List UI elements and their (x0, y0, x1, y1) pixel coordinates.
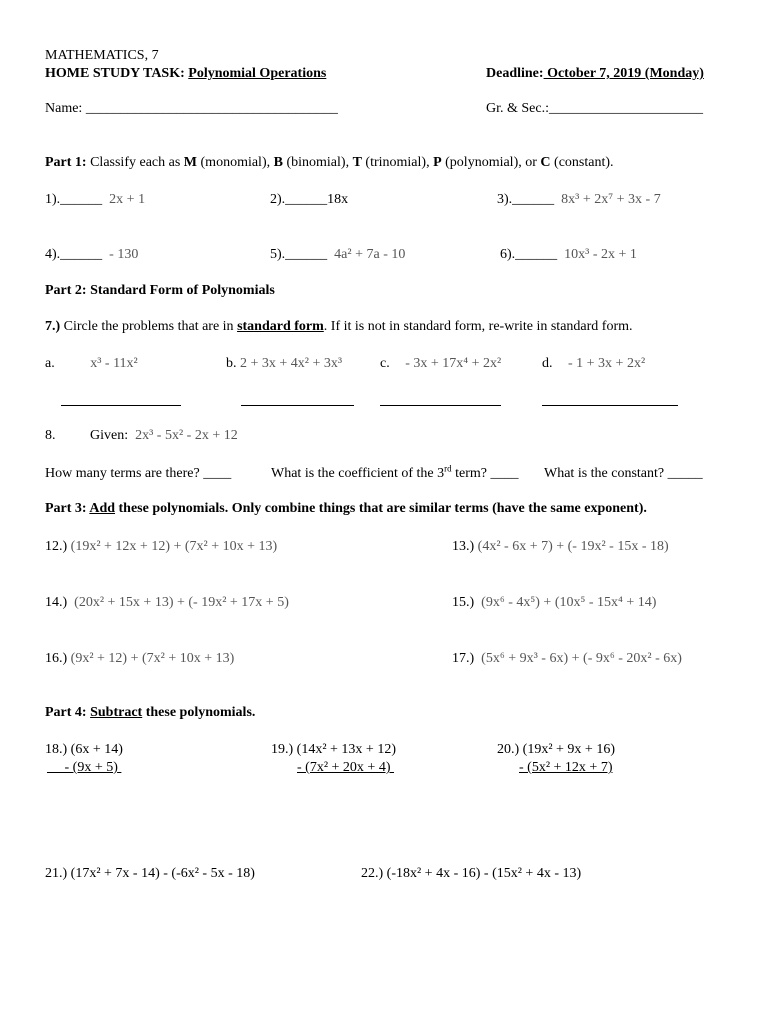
p3-item-12[interactable] (45, 539, 277, 555)
part4-title (45, 705, 255, 721)
code-b: B (273, 155, 283, 170)
q8-constant-question[interactable]: What is the constant? _____ (544, 466, 703, 481)
item-expression: 18x (327, 192, 349, 207)
part1-label: Part 1: (45, 155, 87, 170)
item-letter: c. (380, 356, 390, 371)
item-number: 4).______ (45, 247, 103, 262)
p3-item-16[interactable] (45, 651, 234, 667)
code-t: T (352, 155, 362, 170)
p1-item-5[interactable] (270, 247, 405, 263)
item-expression: (20x² + 15x + 13) + (- 19x² + 17x + 5) (74, 595, 289, 610)
q8-number: 8. (45, 428, 56, 443)
subject-title: MATHEMATICS, 7 (45, 48, 159, 63)
q7-item-d[interactable] (542, 356, 645, 372)
q7-item-c[interactable] (380, 356, 501, 372)
desc-b: (binomial), (282, 155, 353, 170)
home-study-task (45, 66, 326, 82)
item-number: 16.) (45, 651, 68, 666)
answer-line-c[interactable] (380, 405, 501, 406)
item-expression: 4a² + 7a - 10 (334, 247, 406, 262)
part3-keyword: Add (89, 501, 116, 516)
coef-text: What is the coefficient of the 3 (271, 466, 445, 481)
item-minuend: (14x² + 13x + 12) (296, 742, 396, 757)
part4-keyword: Subtract (90, 705, 143, 720)
p1-item-2[interactable] (270, 192, 348, 208)
item-expression: - 130 (109, 247, 139, 262)
desc-p: (polynomial), or (441, 155, 541, 170)
p3-item-14[interactable] (45, 595, 289, 611)
q7-text-end: . If it is not in standard form, re-write in standard form. (323, 319, 633, 334)
item-expression: (19x² + 12x + 12) + (7x² + 10x + 13) (70, 539, 278, 554)
part1-instructions (45, 155, 614, 171)
item-letter: d. (542, 356, 553, 371)
deadline-label: Deadline: (486, 66, 544, 81)
p3-item-13[interactable] (452, 539, 669, 555)
name-blank[interactable]: ____________________________________ (85, 101, 338, 116)
p4-item-19[interactable] (271, 741, 396, 777)
item-number: 6).______ (500, 247, 558, 262)
answer-line-d[interactable] (542, 405, 678, 406)
item-number: 18.) (45, 742, 68, 757)
part4-text: these polynomials. (142, 705, 256, 720)
deadline (486, 66, 704, 82)
task-label: HOME STUDY TASK: (45, 66, 185, 81)
coef-text-end: term? ____ (451, 466, 519, 481)
grade-blank[interactable]: ______________________ (549, 101, 703, 116)
item-number: 12.) (45, 539, 68, 554)
item-letter: a. (45, 356, 55, 371)
item-number: 2).______ (270, 192, 328, 207)
deadline-value: October 7, 2019 (Monday) (543, 66, 704, 81)
code-c: C (540, 155, 551, 170)
q7-keyword: standard form (237, 319, 324, 334)
p4-item-22[interactable]: 22.) (-18x² + 4x - 16) - (15x² + 4x - 13) (361, 866, 582, 881)
answer-line-b[interactable] (241, 405, 354, 406)
item-expression: (4x² - 6x + 7) + (- 19x² - 15x - 18) (477, 539, 669, 554)
grade-section-field[interactable] (486, 101, 703, 117)
desc-m: (monomial), (197, 155, 274, 170)
q8-given (90, 428, 238, 444)
p3-item-15[interactable] (452, 595, 656, 611)
q7-number: 7.) (45, 319, 61, 334)
code-p: P (433, 155, 442, 170)
q8-given-label: Given: (90, 428, 129, 443)
item-letter: b. (226, 356, 237, 371)
item-number: 14.) (45, 595, 68, 610)
task-title: Polynomial Operations (188, 66, 327, 81)
item-expression: (9x⁶ - 4x⁵) + (10x⁵ - 15x⁴ + 14) (481, 595, 657, 610)
name-field[interactable] (45, 101, 338, 117)
p4-item-21[interactable]: 21.) (17x² + 7x - 14) - (-6x² - 5x - 18) (45, 866, 255, 881)
q8-terms-question[interactable]: How many terms are there? ____ (45, 466, 232, 481)
item-expression: 10x³ - 2x + 1 (564, 247, 637, 262)
item-expression: 2x + 1 (109, 192, 146, 207)
p1-item-1[interactable] (45, 192, 145, 208)
p1-item-4[interactable] (45, 247, 138, 263)
desc-t: (trinomial), (361, 155, 434, 170)
p1-item-3[interactable] (497, 192, 661, 208)
instr-text: Classify each as (86, 155, 184, 170)
part2-title: Part 2: Standard Form of Polynomials (45, 283, 275, 298)
answer-line-a[interactable] (61, 405, 181, 406)
part3-text: these polynomials. Only combine things that are similar terms (have the same exponent). (115, 501, 647, 516)
item-number: 3).______ (497, 192, 555, 207)
item-subtrahend: - (9x + 5) (64, 760, 118, 775)
q7-item-a[interactable] (45, 356, 138, 372)
q8-expression: 2x³ - 5x² - 2x + 12 (135, 428, 238, 443)
item-expression: (9x² + 12) + (7x² + 10x + 13) (70, 651, 235, 666)
item-subtrahend: - (7x² + 20x + 4) (297, 760, 391, 775)
part3-title (45, 501, 647, 517)
q8-coefficient-question[interactable] (271, 463, 519, 482)
item-expression: - 3x + 17x⁴ + 2x² (405, 356, 502, 371)
q7-item-b[interactable] (226, 356, 342, 372)
item-number: 13.) (452, 539, 475, 554)
item-number: 20.) (497, 742, 520, 757)
grade-label: Gr. & Sec.: (486, 101, 549, 116)
item-minuend: (6x + 14) (70, 742, 123, 757)
item-expression: x³ - 11x² (90, 356, 138, 371)
coef-sup: rd (444, 463, 452, 474)
item-expression: 2 + 3x + 4x² + 3x³ (240, 356, 343, 371)
item-number: 19.) (271, 742, 294, 757)
p4-item-18[interactable] (45, 741, 123, 777)
item-expression: (5x⁶ + 9x³ - 6x) + (- 9x⁶ - 20x² - 6x) (481, 651, 682, 666)
item-number: 1).______ (45, 192, 103, 207)
q7-instructions (45, 319, 633, 335)
code-m: M (183, 155, 198, 170)
part4-label: Part 4: (45, 705, 91, 720)
desc-c: (constant). (550, 155, 614, 170)
item-expression: 8x³ + 2x⁷ + 3x - 7 (561, 192, 661, 207)
part3-label: Part 3: (45, 501, 90, 516)
item-number: 5).______ (270, 247, 328, 262)
item-subtrahend: - (5x² + 12x + 7) (519, 760, 613, 775)
item-number: 15.) (452, 595, 475, 610)
p3-item-17[interactable] (452, 651, 682, 667)
item-expression: - 1 + 3x + 2x² (568, 356, 646, 371)
item-minuend: (19x² + 9x + 16) (522, 742, 615, 757)
q7-text: Circle the problems that are in (60, 319, 238, 334)
name-label: Name: (45, 101, 83, 116)
p4-item-20[interactable] (497, 741, 615, 777)
item-number: 17.) (452, 651, 475, 666)
p1-item-6[interactable] (500, 247, 637, 263)
